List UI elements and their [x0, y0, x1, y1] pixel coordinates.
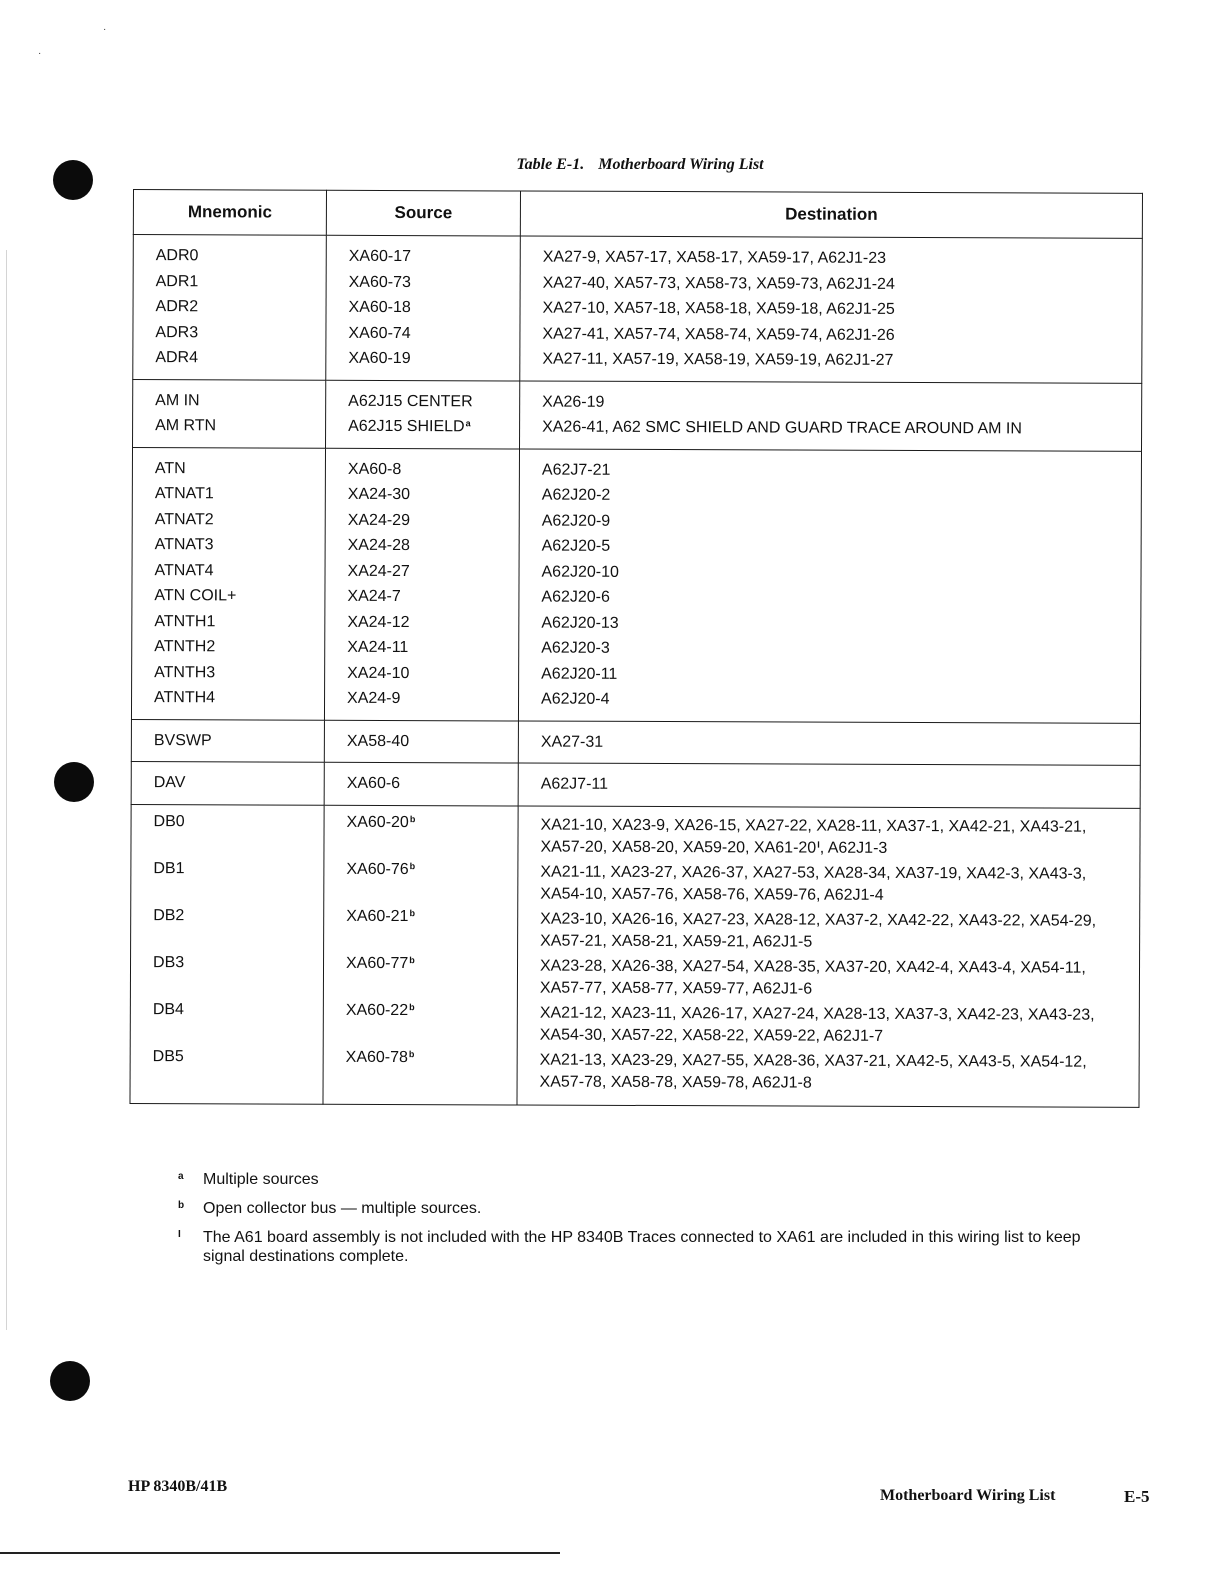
source-text: XA60-21 — [346, 907, 409, 925]
mnemonic: DB4 — [152, 1000, 185, 1018]
destination: A62J20-2 — [541, 486, 611, 504]
footnote-marker: a — [178, 1171, 184, 1182]
mnemonic: DB3 — [152, 953, 185, 971]
destination: XA26-19 — [542, 393, 605, 411]
destination: A62J20-9 — [541, 512, 611, 530]
mnemonic: ATNAT3 — [154, 536, 214, 554]
destination: XA27-11, XA57-19, XA58-19, XA59-19, A62J1-27 — [542, 350, 894, 369]
table-caption — [0, 156, 1229, 174]
source: XA60-18 — [348, 298, 411, 317]
destination-line: XA21-12, XA23-11, XA26-17, XA27-24, XA28-13, XA37-3, XA42-23, XA43-23, — [539, 1004, 1095, 1024]
table-number: Table E-1. — [516, 156, 585, 173]
bottom-rule — [0, 1552, 560, 1554]
mnemonic: ATN — [154, 459, 186, 477]
source: XA24-10 — [347, 664, 410, 682]
mnemonic: DB0 — [153, 812, 185, 830]
source: XA24-9 — [347, 689, 401, 708]
source-cell — [323, 805, 518, 1105]
mnemonic: ATNTH1 — [154, 612, 216, 630]
source: XA60-17 — [348, 247, 412, 266]
destination-cell — [518, 763, 1140, 808]
destination: XA27-41, XA57-74, XA58-74, XA59-74, A62J1-26 — [542, 325, 895, 344]
header-destination: Destination — [520, 191, 1142, 238]
mnemonic-cell — [131, 447, 325, 720]
source: XA60-74 — [348, 324, 411, 342]
destination-cell — [518, 720, 1140, 765]
destination — [540, 1049, 1139, 1098]
source: XA24-11 — [347, 638, 409, 657]
destination-line: XA21-11, XA23-27, XA26-37, XA27-53, XA28-34, XA37-19, XA42-3, XA43-3, — [540, 863, 1087, 883]
binder-hole-bottom — [50, 1361, 90, 1401]
destination-line: XA57-21, XA58-21, XA59-21, A62J1-5 — [540, 932, 813, 951]
table-row — [131, 719, 1140, 765]
mnemonic-cell — [131, 761, 324, 804]
footer-section: Motherboard Wiring List — [880, 1487, 1056, 1504]
destination-line: XA21-13, XA23-29, XA27-55, XA28-36, XA37-21, XA42-5, XA43-5, XA54-12, — [539, 1051, 1087, 1071]
header-mnemonic: Mnemonic — [133, 190, 326, 236]
destination: A62J20-4 — [541, 690, 610, 708]
destination-line — [540, 836, 1139, 860]
destination: A62J20-6 — [541, 588, 610, 606]
destination: XA27-9, XA57-17, XA58-17, XA59-17, A62J1-23 — [542, 248, 887, 267]
mnemonic: DAV — [153, 774, 186, 792]
source: XA60-19 — [348, 349, 411, 368]
source-text: XA60-22 — [345, 1001, 409, 1019]
source — [346, 860, 517, 908]
destination: A62J20-11 — [541, 665, 618, 683]
source: XA24-29 — [347, 511, 411, 529]
destination-line: XA57-77, XA58-77, XA59-77, A62J1-6 — [539, 979, 813, 998]
mnemonic: BVSWP — [153, 731, 212, 749]
destination: A62J20-10 — [541, 563, 619, 581]
mnemonic: ADR0 — [155, 247, 199, 265]
footnote-mark: a — [465, 418, 471, 429]
destination: A62J7-11 — [540, 775, 609, 793]
table-row — [130, 804, 1140, 1107]
destination-line: XA54-30, XA57-22, XA58-22, XA59-22, A62J1-7 — [539, 1026, 884, 1045]
mnemonic: DB5 — [152, 1047, 184, 1065]
table-row — [131, 761, 1140, 807]
destination — [540, 955, 1139, 1004]
source-text: XA60-76 — [346, 860, 409, 878]
source: XA24-30 — [347, 485, 411, 504]
table-row — [133, 235, 1143, 383]
scan-speck: · — [103, 24, 107, 35]
mnemonic: ATN COIL+ — [154, 587, 237, 605]
footnotes — [178, 1170, 1103, 1276]
mnemonic-cell — [133, 235, 327, 380]
destination: A62J20-13 — [541, 614, 619, 632]
footnote — [178, 1228, 1103, 1266]
footnote-text: Open collector bus — multiple sources. — [203, 1200, 482, 1217]
destination-line: XA57-78, XA58-78, XA59-78, A62J1-8 — [539, 1073, 812, 1092]
source-cell — [326, 235, 521, 380]
source — [346, 1001, 517, 1049]
source-cell — [324, 448, 519, 721]
mnemonic: DB1 — [153, 859, 185, 877]
footnote — [178, 1170, 1103, 1189]
destination-cell — [517, 805, 1140, 1106]
destination-text: XA57-20, XA58-20, XA59-20, XA61-20 — [540, 838, 817, 857]
mnemonic: ADR4 — [155, 349, 199, 367]
mnemonic-cell — [130, 804, 324, 1104]
destination: A62J20-3 — [541, 639, 610, 657]
source: XA24-28 — [347, 536, 410, 555]
destination-text: , A62J1-3 — [819, 839, 888, 857]
source — [348, 414, 519, 440]
source: XA24-7 — [347, 587, 401, 606]
binder-hole-middle — [54, 762, 94, 802]
footnote-marker: b — [178, 1200, 185, 1211]
footnote-marker: I — [178, 1229, 181, 1240]
destination: A62J7-21 — [541, 461, 611, 479]
footnote-text: Multiple sources — [203, 1171, 319, 1188]
footnote-mark: b — [409, 860, 416, 871]
footnote-mark: b — [409, 907, 416, 918]
destination — [540, 1002, 1139, 1051]
destination — [540, 814, 1139, 863]
scan-speck: · — [38, 48, 42, 59]
destination-cell — [520, 380, 1142, 450]
source-text: XA60-20 — [346, 813, 409, 831]
source — [346, 954, 517, 1002]
footnote — [178, 1199, 1103, 1218]
destination-line: XA23-10, XA26-16, XA27-23, XA28-12, XA37-2, XA42-22, XA43-22, XA54-29, — [540, 910, 1097, 930]
source-cell — [324, 720, 518, 763]
source — [346, 907, 517, 955]
mnemonic: ADR2 — [155, 298, 199, 316]
table-title: Motherboard Wiring List — [598, 156, 764, 173]
destination — [540, 908, 1139, 957]
source: XA24-27 — [347, 562, 410, 580]
source-text: A62J15 SHIELD — [348, 417, 465, 436]
destination: XA27-40, XA57-73, XA58-73, XA59-73, A62J1-24 — [542, 274, 895, 293]
source-cell — [326, 380, 520, 449]
source-text: XA60-77 — [345, 954, 409, 972]
table-row — [131, 447, 1141, 723]
source: A62J15 CENTER — [348, 392, 473, 410]
footnote-text: The A61 board assembly is not included with the HP 8340B Traces connected to XA61 are included in this wiring list to keep signal destinations complete. — [203, 1229, 1081, 1265]
source: XA24-12 — [347, 613, 410, 631]
table-row — [133, 379, 1142, 451]
destination: XA27-10, XA57-18, XA58-18, XA59-18, A62J1-25 — [542, 299, 895, 318]
source-text: XA60-78 — [345, 1048, 408, 1066]
mnemonic: ATNTH2 — [154, 638, 216, 656]
mnemonic-cell — [131, 719, 324, 762]
source — [346, 1048, 517, 1096]
mnemonic: ADR3 — [155, 323, 199, 341]
destination: XA26-41, A62 SMC SHIELD AND GUARD TRACE AROUND AM IN — [542, 418, 1022, 438]
footnote-mark: b — [409, 813, 416, 824]
scan-edge-line — [6, 250, 7, 1330]
mnemonic: ADR1 — [155, 272, 199, 290]
mnemonic: ATNTH4 — [154, 689, 216, 707]
mnemonic: AM IN — [155, 391, 200, 409]
footnote-mark: b — [409, 954, 415, 965]
header-source: Source — [326, 190, 520, 236]
source: XA60-8 — [347, 460, 402, 478]
source: XA60-73 — [348, 273, 411, 291]
destination-line: XA54-10, XA57-76, XA58-76, XA59-76, A62J1-4 — [540, 885, 884, 904]
destination — [540, 861, 1139, 910]
footnote-mark: I — [817, 839, 820, 850]
mnemonic: ATNTH3 — [154, 663, 216, 681]
mnemonic: DB2 — [153, 906, 185, 924]
mnemonic: ATNAT2 — [154, 510, 214, 528]
mnemonic: ATNAT1 — [154, 485, 214, 503]
destination-line: XA23-28, XA26-38, XA27-54, XA28-35, XA37-20, XA42-4, XA43-4, XA54-11, — [539, 957, 1086, 977]
mnemonic: ATNAT4 — [154, 561, 214, 579]
mnemonic: AM RTN — [155, 417, 217, 435]
footer-model: HP 8340B/41B — [128, 1478, 228, 1495]
source — [346, 813, 517, 861]
destination: XA27-31 — [540, 733, 604, 751]
source: XA58-40 — [346, 732, 410, 750]
table-header-row — [133, 190, 1142, 239]
footnote-mark: b — [409, 1001, 415, 1012]
destination-line: XA21-10, XA23-9, XA26-15, XA27-22, XA28-11, XA37-1, XA42-21, XA43-21, — [540, 816, 1087, 836]
destination-cell — [518, 448, 1141, 722]
source-cell — [324, 762, 518, 805]
mnemonic-cell — [133, 379, 326, 448]
page-number: E-5 — [1124, 1487, 1150, 1506]
source: XA60-6 — [346, 774, 401, 793]
wiring-table — [129, 189, 1143, 1107]
footnote-mark: b — [408, 1048, 415, 1059]
destination-cell — [520, 236, 1143, 383]
destination: A62J20-5 — [541, 537, 611, 555]
